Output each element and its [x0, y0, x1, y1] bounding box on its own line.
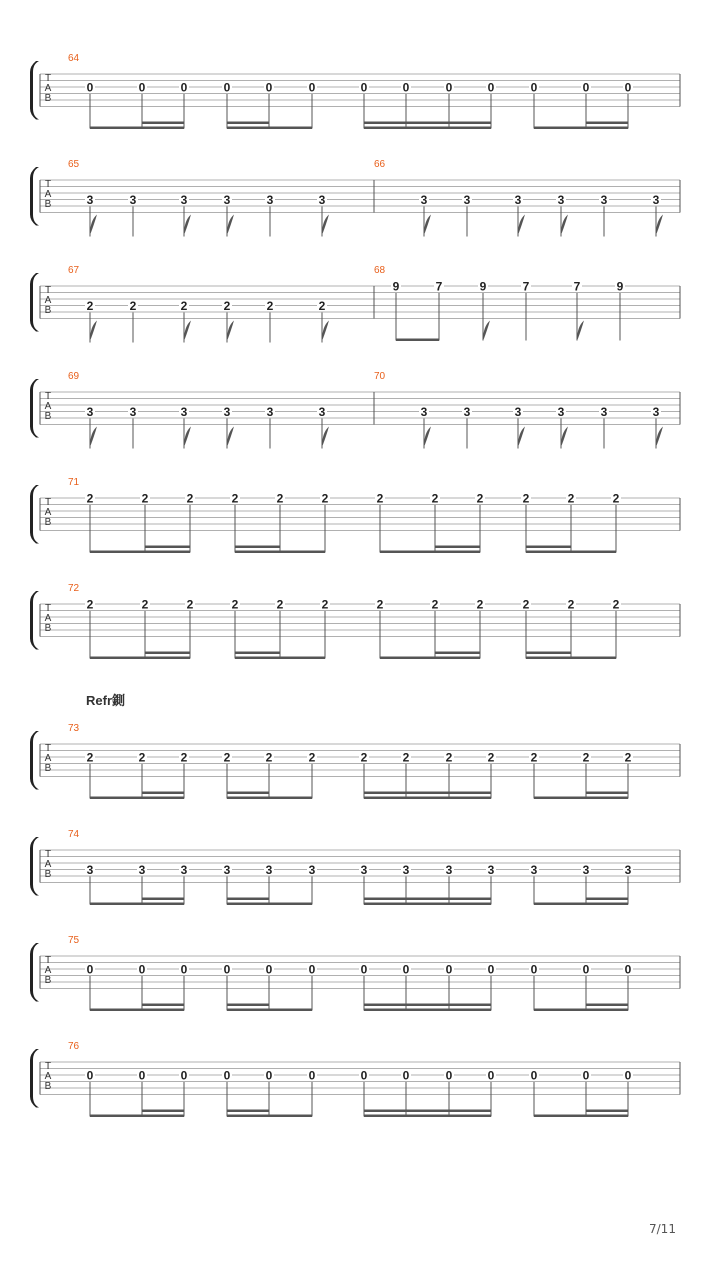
fret-number: 0 [138, 80, 146, 95]
fret-number: 2 [431, 597, 439, 612]
fret-number: 2 [276, 491, 284, 506]
note-beam [90, 1009, 184, 1012]
tab-clef-letter: B [44, 975, 52, 986]
fret-number: 0 [308, 80, 316, 95]
fret-number: 9 [392, 279, 400, 294]
note-beam [364, 127, 491, 130]
fret-number: 2 [360, 750, 368, 765]
fret-number: 2 [129, 299, 137, 313]
fret-number: 2 [431, 491, 439, 506]
fret-number: 0 [360, 962, 368, 977]
tab-clef-letter: T [44, 1061, 52, 1072]
measure-number: 68 [374, 265, 386, 276]
note-beam [90, 657, 190, 660]
note-beam-16th [586, 792, 628, 795]
note-beam [526, 657, 616, 660]
tab-clef-letter: T [44, 285, 52, 296]
note-flag [483, 321, 490, 341]
note-beam [90, 551, 190, 554]
fret-number: 0 [624, 80, 632, 95]
fret-number: 0 [86, 962, 94, 977]
note-beam-16th [142, 1110, 184, 1113]
measure-number: 70 [374, 371, 386, 382]
fret-number: 2 [231, 597, 239, 612]
tab-clef-letter: B [44, 869, 52, 880]
fret-number: 3 [402, 863, 410, 877]
fret-number: 3 [266, 405, 274, 419]
system-bracket [30, 1049, 39, 1108]
note-flag [322, 215, 329, 235]
fret-number: 3 [86, 863, 94, 877]
note-beam [396, 339, 439, 342]
fret-number: 2 [567, 491, 575, 506]
staff-system [30, 53, 680, 129]
fret-number: 3 [652, 405, 660, 419]
fret-number: 0 [582, 962, 590, 977]
fret-number: 3 [318, 405, 326, 419]
note-flag [184, 321, 191, 341]
note-flag [322, 427, 329, 447]
fret-number: 0 [86, 80, 94, 95]
staff-system [30, 1041, 680, 1117]
fret-number: 3 [223, 405, 231, 419]
fret-number: 2 [612, 491, 620, 506]
fret-number: 2 [487, 750, 495, 765]
fret-number: 2 [522, 491, 530, 506]
fret-number: 2 [476, 597, 484, 612]
note-flag [561, 427, 568, 447]
measure-number: 74 [68, 829, 80, 840]
fret-number: 2 [612, 597, 620, 612]
fret-number: 2 [138, 750, 146, 765]
system-bracket [30, 167, 39, 226]
fret-number: 2 [276, 597, 284, 612]
tab-clef-letter: B [44, 763, 52, 774]
note-beam-16th [227, 898, 269, 901]
tab-clef-letter: T [44, 849, 52, 860]
measure-number: 73 [68, 723, 80, 734]
fret-number: 0 [86, 1068, 94, 1083]
tab-clef-letter: B [44, 623, 52, 634]
note-beam-16th [364, 1110, 491, 1113]
tab-clef-letter: A [44, 295, 52, 306]
fret-number: 0 [223, 1068, 231, 1083]
fret-number: 2 [141, 491, 149, 506]
fret-number: 3 [600, 193, 608, 207]
system-bracket [30, 837, 39, 896]
measure-number: 76 [68, 1041, 80, 1052]
fret-number: 0 [445, 1068, 453, 1083]
tab-clef-letter: A [44, 1071, 52, 1082]
note-beam-16th [145, 652, 190, 655]
note-flag [656, 215, 663, 235]
note-beam [90, 797, 184, 800]
tab-clef-letter: A [44, 189, 52, 200]
fret-number: 0 [530, 1068, 538, 1083]
note-flag [518, 215, 525, 235]
fret-number: 3 [652, 193, 660, 207]
fret-number: 2 [266, 299, 274, 313]
note-beam-16th [526, 546, 571, 549]
note-beam-16th [145, 546, 190, 549]
fret-number: 2 [376, 491, 384, 506]
note-flag [424, 215, 431, 235]
fret-number: 2 [265, 750, 273, 765]
tab-clef-letter: A [44, 965, 52, 976]
system-bracket [30, 731, 39, 790]
fret-number: 3 [487, 863, 495, 877]
tab-clef-letter: B [44, 411, 52, 422]
fret-number: 2 [530, 750, 538, 765]
note-beam-16th [364, 898, 491, 901]
note-beam [227, 797, 312, 800]
note-flag [227, 321, 234, 341]
tab-clef-letter: T [44, 73, 52, 84]
note-beam-16th [235, 546, 280, 549]
tab-clef-letter: T [44, 391, 52, 402]
note-beam [380, 551, 480, 554]
fret-number: 0 [530, 80, 538, 95]
note-beam-16th [142, 898, 184, 901]
staff-system [30, 583, 680, 659]
note-beam-16th [526, 652, 571, 655]
note-beam [227, 1115, 312, 1118]
section-label-refrain: Refr鍘 [86, 693, 126, 708]
fret-number: 0 [360, 1068, 368, 1083]
fret-number: 3 [180, 405, 188, 419]
note-flag [184, 427, 191, 447]
fret-number: 3 [582, 863, 590, 877]
fret-number: 3 [514, 193, 522, 207]
fret-number: 2 [624, 750, 632, 765]
note-beam-16th [586, 1004, 628, 1007]
fret-number: 0 [402, 1068, 410, 1083]
tab-clef-letter: B [44, 93, 52, 104]
note-beam-16th [142, 1004, 184, 1007]
note-beam [235, 551, 325, 554]
staff-system [30, 477, 680, 553]
fret-number: 0 [445, 80, 453, 95]
note-flag [90, 321, 97, 341]
note-beam [534, 127, 628, 130]
fret-number: 2 [321, 597, 329, 612]
note-beam [227, 903, 312, 906]
note-beam-16th [586, 1110, 628, 1113]
measure-number: 69 [68, 371, 80, 382]
note-beam [235, 657, 325, 660]
note-beam [364, 797, 491, 800]
note-beam-16th [142, 792, 184, 795]
fret-number: 2 [376, 597, 384, 612]
fret-number: 3 [600, 405, 608, 419]
fret-number: 0 [265, 1068, 273, 1083]
staff-system [30, 829, 680, 905]
tab-clef-letter: B [44, 517, 52, 528]
fret-number: 2 [86, 750, 94, 765]
tab-clef-letter: B [44, 199, 52, 210]
fret-number: 3 [223, 193, 231, 207]
fret-number: 3 [86, 193, 94, 207]
fret-number: 0 [445, 962, 453, 977]
fret-number: 2 [321, 491, 329, 506]
fret-number: 3 [557, 405, 565, 419]
fret-number: 3 [624, 863, 632, 877]
fret-number: 2 [141, 597, 149, 612]
system-bracket [30, 61, 39, 120]
tab-clef-letter: T [44, 179, 52, 190]
note-flag [322, 321, 329, 341]
fret-number: 3 [514, 405, 522, 419]
fret-number: 2 [180, 299, 188, 313]
tab-clef-letter: A [44, 613, 52, 624]
tab-clef-letter: A [44, 507, 52, 518]
fret-number: 3 [180, 193, 188, 207]
fret-number: 9 [616, 279, 624, 294]
measure-number: 75 [68, 935, 80, 946]
system-bracket [30, 379, 39, 438]
fret-number: 0 [487, 962, 495, 977]
note-beam [227, 1009, 312, 1012]
fret-number: 0 [402, 80, 410, 95]
fret-number: 7 [435, 279, 443, 294]
fret-number: 0 [223, 962, 231, 977]
note-beam-16th [586, 898, 628, 901]
fret-number: 3 [530, 863, 538, 877]
note-beam [534, 797, 628, 800]
note-beam-16th [435, 652, 480, 655]
system-bracket [30, 273, 39, 332]
fret-number: 0 [402, 962, 410, 977]
note-beam [90, 127, 184, 130]
fret-number: 0 [138, 962, 146, 977]
fret-number: 0 [487, 80, 495, 95]
note-flag [656, 427, 663, 447]
fret-number: 2 [582, 750, 590, 765]
fret-number: 2 [180, 750, 188, 765]
staff-system [30, 265, 680, 343]
fret-number: 0 [180, 80, 188, 95]
fret-number: 3 [318, 193, 326, 207]
fret-number: 2 [445, 750, 453, 765]
fret-number: 3 [463, 405, 471, 419]
note-beam-16th [586, 122, 628, 125]
note-flag [561, 215, 568, 235]
fret-number: 0 [582, 1068, 590, 1083]
note-beam-16th [142, 122, 184, 125]
tab-clef-letter: A [44, 753, 52, 764]
note-flag [227, 427, 234, 447]
fret-number: 2 [186, 491, 194, 506]
note-flag [424, 427, 431, 447]
fret-number: 2 [476, 491, 484, 506]
tab-clef-letter: A [44, 401, 52, 412]
tab-clef-letter: A [44, 83, 52, 94]
tab-clef-letter: B [44, 305, 52, 316]
staff-system [30, 723, 680, 799]
note-beam-16th [364, 1004, 491, 1007]
fret-number: 0 [180, 1068, 188, 1083]
note-beam-16th [227, 122, 269, 125]
tab-clef-letter: A [44, 859, 52, 870]
system-bracket [30, 485, 39, 544]
fret-number: 0 [487, 1068, 495, 1083]
note-flag [577, 321, 584, 341]
fret-number: 2 [223, 750, 231, 765]
fret-number: 0 [180, 962, 188, 977]
fret-number: 2 [223, 299, 231, 313]
note-beam-16th [227, 1110, 269, 1113]
fret-number: 3 [445, 863, 453, 877]
measure-number: 71 [68, 477, 80, 488]
page-number: 7/11 [649, 1222, 676, 1236]
fret-number: 3 [360, 863, 368, 877]
note-flag [184, 215, 191, 235]
fret-number: 3 [557, 193, 565, 207]
fret-number: 3 [180, 863, 188, 877]
fret-number: 3 [129, 405, 137, 419]
fret-number: 3 [129, 193, 137, 207]
fret-number: 2 [231, 491, 239, 506]
note-beam-16th [227, 792, 269, 795]
note-beam [534, 1115, 628, 1118]
fret-number: 2 [186, 597, 194, 612]
fret-number: 3 [265, 863, 273, 877]
fret-number: 3 [138, 863, 146, 877]
measure-number: 72 [68, 583, 80, 594]
fret-number: 2 [567, 597, 575, 612]
measure-number: 67 [68, 265, 80, 276]
note-beam-16th [235, 652, 280, 655]
fret-number: 0 [624, 962, 632, 977]
note-flag [227, 215, 234, 235]
fret-number: 0 [223, 80, 231, 95]
fret-number: 3 [223, 863, 231, 877]
fret-number: 3 [86, 405, 94, 419]
note-beam [364, 1115, 491, 1118]
fret-number: 2 [86, 597, 94, 612]
fret-number: 3 [463, 193, 471, 207]
fret-number: 0 [265, 80, 273, 95]
note-beam-16th [364, 122, 491, 125]
tab-clef-letter: T [44, 955, 52, 966]
note-flag [90, 215, 97, 235]
fret-number: 3 [420, 405, 428, 419]
note-beam [90, 903, 184, 906]
note-beam-16th [364, 792, 491, 795]
measure-number: 65 [68, 159, 80, 170]
fret-number: 3 [266, 193, 274, 207]
fret-number: 2 [522, 597, 530, 612]
staff-system [30, 371, 680, 449]
fret-number: 0 [582, 80, 590, 95]
note-beam [364, 1009, 491, 1012]
tab-clef-letter: T [44, 743, 52, 754]
note-beam [227, 127, 312, 130]
fret-number: 0 [530, 962, 538, 977]
note-beam [380, 657, 480, 660]
fret-number: 2 [86, 299, 94, 313]
fret-number: 7 [522, 279, 530, 294]
fret-number: 2 [402, 750, 410, 765]
fret-number: 2 [86, 491, 94, 506]
note-beam-16th [435, 546, 480, 549]
fret-number: 2 [318, 299, 326, 313]
note-beam [534, 903, 628, 906]
note-flag [518, 427, 525, 447]
fret-number: 9 [479, 279, 487, 294]
fret-number: 7 [573, 279, 581, 294]
fret-number: 3 [308, 863, 316, 877]
tab-clef-letter: B [44, 1081, 52, 1092]
note-beam [364, 903, 491, 906]
fret-number: 0 [308, 1068, 316, 1083]
system-bracket [30, 943, 39, 1002]
fret-number: 0 [138, 1068, 146, 1083]
tab-clef-letter: T [44, 603, 52, 614]
note-beam [90, 1115, 184, 1118]
fret-number: 0 [624, 1068, 632, 1083]
note-beam-16th [227, 1004, 269, 1007]
note-beam [534, 1009, 628, 1012]
fret-number: 2 [308, 750, 316, 765]
note-beam [526, 551, 616, 554]
measure-number: 64 [68, 53, 80, 64]
fret-number: 0 [360, 80, 368, 95]
note-flag [90, 427, 97, 447]
fret-number: 3 [420, 193, 428, 207]
staff-system [30, 935, 680, 1011]
system-bracket [30, 591, 39, 650]
tab-clef-letter: T [44, 497, 52, 508]
measure-number: 66 [374, 159, 386, 170]
fret-number: 0 [265, 962, 273, 977]
staff-system [30, 159, 680, 237]
fret-number: 0 [308, 962, 316, 977]
